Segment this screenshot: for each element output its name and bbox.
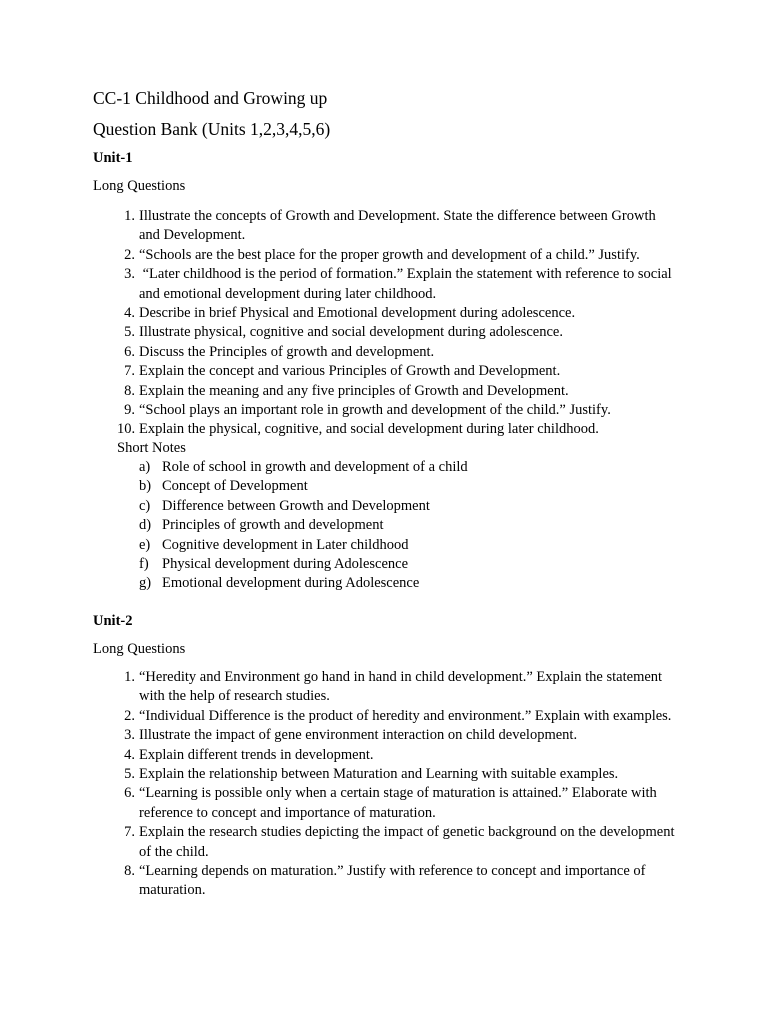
item-number: 3. [124, 727, 135, 744]
item-number: 1. [124, 208, 135, 224]
item-text: “Schools are the best place for the proper growth and development of a child.” Justify. [139, 246, 640, 263]
item-letter: a) [139, 459, 151, 475]
item-text: “Heredity and Environment go hand in hand in child development.” Explain the statement with the help of research studies. [139, 669, 663, 705]
list-item [0, 862, 679, 901]
list-item [0, 574, 468, 593]
item-text: Explain different trends in development. [139, 746, 374, 763]
list-item [0, 304, 679, 323]
item-number: 7. [124, 363, 135, 380]
document-title: CC-1 Childhood and Growing up [93, 88, 328, 108]
item-text: Role of school in growth and development of a child [162, 459, 468, 475]
list-item [0, 536, 468, 555]
item-text: Concept of Development [162, 478, 308, 495]
item-text: “Individual Difference is the product of heredity and environment.” Explain with examples. [139, 707, 672, 724]
item-number: 2. [124, 246, 135, 263]
item-text: “Learning depends on maturation.” Justify with reference to concept and importance of maturation. [139, 863, 646, 899]
item-letter: f) [139, 556, 149, 573]
document-subtitle: Question Bank (Units 1,2,3,4,5,6) [93, 119, 331, 139]
unit-1-long-questions-label: Long Questions [93, 178, 186, 194]
item-number: 6. [124, 785, 135, 802]
list-item [0, 516, 468, 535]
list-item [0, 323, 679, 342]
unit-1-short-notes-label: Short Notes [117, 440, 186, 456]
item-text: Explain the concept and various Principles of Growth and Development. [139, 363, 561, 380]
list-item [0, 765, 679, 784]
item-text: Cognitive development in Later childhood [162, 536, 409, 553]
unit-1-heading: Unit-1 [93, 150, 133, 166]
item-text: Illustrate the concepts of Growth and Development. State the difference between Growth and Development. [139, 208, 656, 244]
unit-1-long-questions-list [0, 207, 679, 440]
item-number: 4. [124, 305, 135, 322]
item-letter: g) [139, 575, 152, 592]
item-text: “School plays an important role in growth and development of the child.” Justify. [139, 402, 611, 419]
list-item [0, 207, 679, 246]
item-number: 8. [124, 382, 135, 399]
list-item [0, 497, 468, 516]
item-text: Emotional development during Adolescence [162, 575, 420, 592]
item-number: 4. [124, 746, 135, 763]
list-item [0, 265, 679, 304]
item-text: Principles of growth and development [162, 517, 384, 534]
item-number: 6. [124, 343, 135, 360]
item-number: 3. [124, 266, 135, 283]
unit-2-long-questions-list [0, 668, 679, 901]
item-number: 1. [124, 669, 135, 685]
unit-2-long-questions-label: Long Questions [93, 641, 186, 657]
item-text: Describe in brief Physical and Emotional development during adolescence. [139, 305, 576, 322]
item-letter: d) [139, 517, 152, 534]
list-item [0, 382, 679, 401]
item-text: Difference between Growth and Development [162, 497, 430, 514]
item-text: Physical development during Adolescence [162, 556, 409, 573]
item-number: 5. [124, 324, 135, 341]
item-text: “Learning is possible only when a certain stage of maturation is attained.” Elaborate with reference to concept and importance of maturation. [139, 785, 657, 821]
item-text: Illustrate physical, cognitive and social development during adolescence. [139, 324, 563, 341]
list-item [0, 420, 679, 439]
list-item [0, 746, 679, 765]
list-item [0, 343, 679, 362]
item-text: Discuss the Principles of growth and development. [139, 343, 435, 360]
unit-1-short-notes-list [0, 458, 468, 594]
item-text: Illustrate the impact of gene environment interaction on child development. [139, 727, 578, 744]
item-text: Explain the physical, cognitive, and social development during later childhood. [139, 421, 599, 438]
item-number: 9. [124, 402, 135, 419]
list-item [0, 726, 679, 745]
list-item [0, 555, 468, 574]
item-text: Explain the research studies depicting the impact of genetic background on the development of the child. [139, 824, 675, 860]
item-letter: c) [139, 497, 151, 514]
item-text: “Later childhood is the period of formation.” Explain the statement with reference to social and emotional development during later childhood. [139, 266, 676, 302]
list-item [0, 668, 679, 707]
list-item [0, 823, 679, 862]
item-number: 8. [124, 863, 135, 880]
list-item [0, 246, 679, 265]
list-item [0, 784, 679, 823]
list-item [0, 401, 679, 420]
item-number: 10. [117, 421, 136, 438]
list-item [0, 362, 679, 381]
item-text: Explain the relationship between Maturation and Learning with suitable examples. [139, 766, 619, 783]
item-letter: e) [139, 536, 151, 553]
list-item [0, 707, 679, 726]
item-number: 2. [124, 707, 135, 724]
list-item [0, 458, 468, 477]
item-number: 5. [124, 766, 135, 783]
item-text: Explain the meaning and any five principles of Growth and Development. [139, 382, 569, 399]
item-number: 7. [124, 824, 135, 841]
item-letter: b) [139, 478, 152, 495]
unit-2-heading: Unit-2 [93, 613, 133, 629]
list-item [0, 477, 468, 496]
